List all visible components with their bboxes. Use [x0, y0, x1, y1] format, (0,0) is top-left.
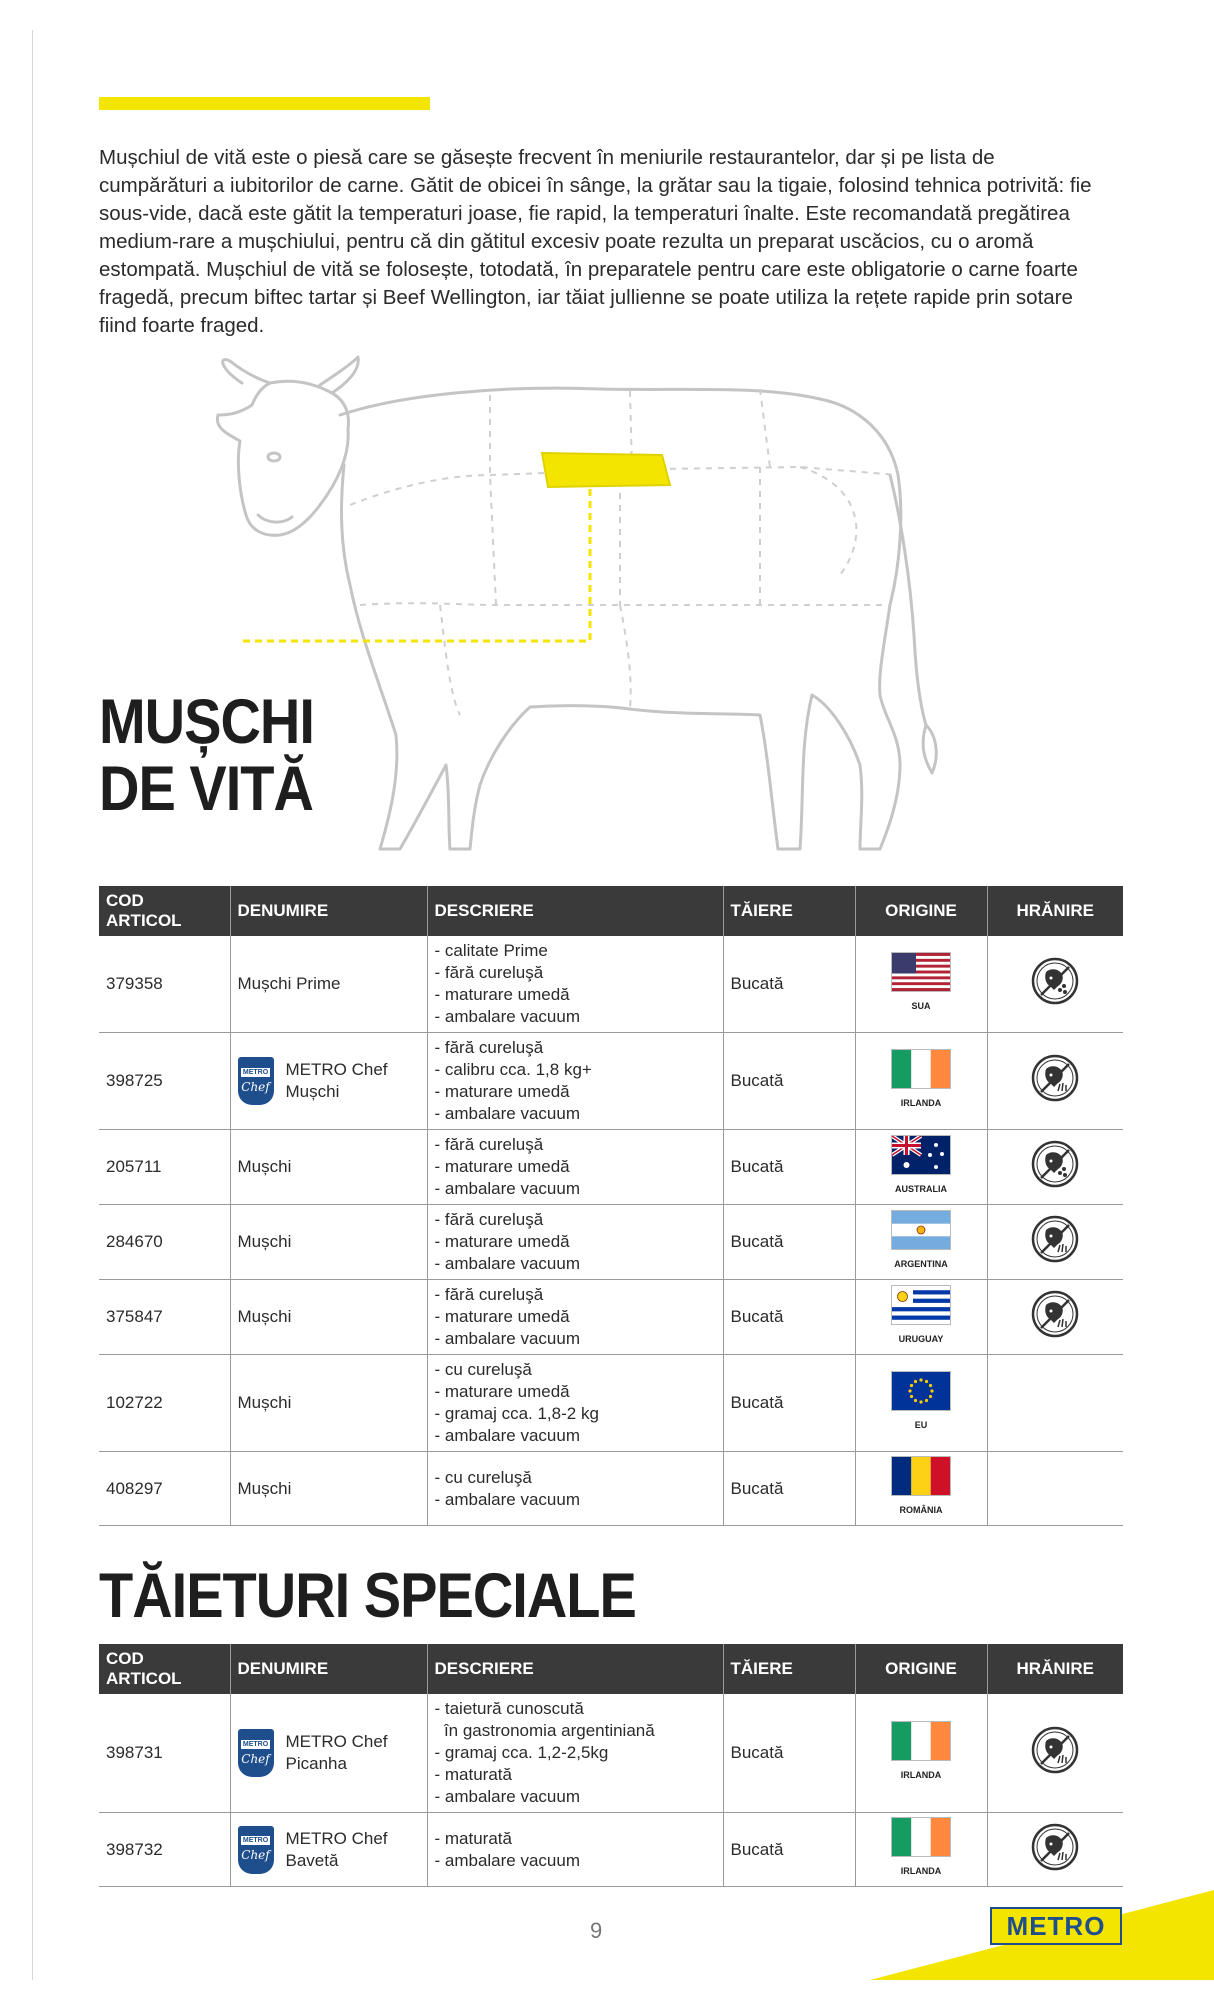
header-description: DESCRIERE	[427, 886, 723, 936]
table-row	[99, 1452, 1123, 1526]
description-line: - fără cureluşă	[434, 1038, 544, 1057]
metro-logo: METRO	[990, 1907, 1122, 1945]
description-cell	[427, 1280, 723, 1355]
description-line: - maturare umedă	[434, 1157, 570, 1176]
article-code: 379358	[99, 936, 230, 1033]
argentina-flag-icon	[891, 1210, 951, 1250]
description-cell	[427, 936, 723, 1033]
description-line: în gastronomia argentiniană	[434, 1721, 655, 1740]
title-line-1: MUȘCHI	[99, 685, 314, 757]
header-description: DESCRIERE	[427, 1644, 723, 1694]
header-feeding: HRĂNIRE	[987, 886, 1123, 936]
product-name-cell	[230, 1205, 427, 1280]
description-cell	[427, 1355, 723, 1452]
cut-type: Bucată	[723, 1130, 855, 1205]
accent-bar	[99, 97, 430, 110]
product-name-line: METRO Chef	[285, 1060, 388, 1079]
table-row	[99, 1694, 1123, 1813]
product-name-cell	[230, 1355, 427, 1452]
origin-label: ARGENTINA	[894, 1258, 948, 1269]
origin-cell	[855, 1280, 987, 1355]
origin-label: IRLANDA	[900, 1866, 942, 1876]
grass-fed-icon	[1030, 1053, 1080, 1109]
origin-cell	[855, 936, 987, 1033]
origin-flag	[891, 1371, 951, 1436]
article-code: 102722	[99, 1355, 230, 1452]
page-number: 9	[590, 1918, 603, 1943]
origin-label: AUSTRALIA	[895, 1183, 947, 1194]
romania-flag-icon	[891, 1456, 951, 1496]
description-line: - ambalare vacuum	[434, 1007, 581, 1026]
header-name: DENUMIRE	[230, 886, 427, 936]
cut-type: Bucată	[723, 1452, 855, 1526]
feeding-cell	[987, 1033, 1123, 1130]
cut-type: Bucată	[723, 1355, 855, 1452]
description-line: - ambalare vacuum	[434, 1850, 581, 1870]
feeding-cell	[987, 1694, 1123, 1813]
description-line: - maturare umedă	[434, 1307, 570, 1326]
description-line: - ambalare vacuum	[434, 1104, 581, 1123]
ireland-flag-icon	[891, 1049, 951, 1089]
grass-fed-icon	[1030, 1214, 1080, 1270]
ireland-flag-icon	[891, 1721, 951, 1761]
feeding-cell	[987, 1813, 1123, 1887]
product-name-line: Bavetă	[285, 1850, 339, 1870]
grass-fed-icon	[1030, 1289, 1080, 1345]
beef-cuts-diagram	[200, 355, 1020, 855]
feeding-cell	[987, 1355, 1123, 1452]
eu-flag-icon	[891, 1371, 951, 1411]
cut-type: Bucată	[723, 1813, 855, 1887]
origin-flag	[891, 1817, 951, 1882]
intro-paragraph: Mușchiul de vită este o piesă care se găsește frecvent în meniurile restaurantelor, dar și pe lista de cumpărături a iubitorilor de carne. Gătit de obicei în sânge, la grătar sau la tigaie, folosind tehnica potrivită: fie sous-vide, dacă este gătit la temperaturi joase, fie rapid, la temperaturi înalte. Este recomandată pregătirea medium-rare a mușchiului, pentru că din gătitul excesiv poate rezulta un preparat uscăcios, cu o aromă estompată. Mușchiul de vită se folosește, totodată, în preparatele pentru care este obligatorie o carne foarte fragedă, precum biftec tartar și Beef Wellington, iar tăiat jullienne se poate utiliza la rețete rapide prin sotare fiind foarte fraged.	[99, 146, 1092, 337]
product-name: Mușchi	[237, 1232, 292, 1251]
description-line: - gramaj cca. 1,8-2 kg	[434, 1404, 599, 1423]
chef-logo-bottom: Chef	[241, 1848, 270, 1862]
cut-type: Bucată	[723, 1280, 855, 1355]
description-line: - maturare umedă	[434, 1382, 570, 1401]
article-code: 398731	[99, 1694, 230, 1813]
origin-flag	[891, 1210, 951, 1275]
grass-fed-icon	[1030, 1725, 1080, 1781]
feeding-cell	[987, 1452, 1123, 1526]
chef-logo-top: METRO	[242, 1068, 269, 1076]
table-row	[99, 1033, 1123, 1130]
description-cell	[427, 1813, 723, 1887]
description-line: - maturare umedă	[434, 1082, 570, 1101]
table-row	[99, 1280, 1123, 1355]
header-origin: ORIGINE	[855, 886, 987, 936]
feeding-cell	[987, 936, 1123, 1033]
section-title-special-cuts: TĂIETURI SPECIALE	[99, 1559, 636, 1631]
header-feeding: HRĂNIRE	[987, 1644, 1123, 1694]
article-code: 205711	[99, 1130, 230, 1205]
feeding-cell	[987, 1205, 1123, 1280]
description-cell	[427, 1130, 723, 1205]
description-line: - fără cureluşă	[434, 1135, 544, 1154]
description-cell	[427, 1694, 723, 1813]
description-line: - ambalare vacuum	[434, 1489, 581, 1509]
origin-label: URUGUAY	[898, 1333, 944, 1344]
description-cell	[427, 1205, 723, 1280]
table-row	[99, 936, 1123, 1033]
origin-label: IRLANDA	[900, 1769, 942, 1780]
origin-label: EU	[914, 1419, 928, 1430]
usa-flag-icon	[891, 952, 951, 992]
description-line: - cu cureluşă	[434, 1467, 532, 1487]
header-origin: ORIGINE	[855, 1644, 987, 1694]
product-name-line: METRO Chef	[285, 1828, 388, 1848]
product-name-cell	[230, 1033, 427, 1130]
product-name: Mușchi	[237, 1157, 292, 1176]
origin-flag	[891, 952, 951, 1017]
brand-name-cell	[238, 1057, 420, 1105]
brand-name-cell	[238, 1729, 420, 1777]
table-row	[99, 1813, 1123, 1887]
tenderloin-table	[99, 886, 1123, 1526]
article-code: 375847	[99, 1280, 230, 1355]
chef-logo-bottom: Chef	[241, 1751, 270, 1766]
product-name-cell	[230, 936, 427, 1033]
table-row	[99, 1130, 1123, 1205]
title-line-2: DE VITĂ	[99, 752, 313, 824]
origin-flag	[891, 1049, 951, 1114]
description-line: - ambalare vacuum	[434, 1254, 581, 1273]
description-line: - maturare umedă	[434, 1232, 570, 1251]
header-name: DENUMIRE	[230, 1644, 427, 1694]
chef-logo-bottom: Chef	[241, 1079, 270, 1094]
origin-cell	[855, 1205, 987, 1280]
description-line: - ambalare vacuum	[434, 1787, 581, 1806]
origin-flag	[891, 1721, 951, 1786]
metro-chef-logo	[238, 1057, 274, 1105]
grain-fed-icon	[1030, 1139, 1080, 1195]
product-name-cell	[230, 1452, 427, 1526]
origin-label: SUA	[911, 1000, 931, 1011]
brand-name-cell	[238, 1826, 420, 1874]
metro-chef-logo	[238, 1826, 274, 1874]
product-name-line: Mușchi	[285, 1082, 340, 1101]
description-line: - ambalare vacuum	[434, 1329, 581, 1348]
cut-type: Bucată	[723, 936, 855, 1033]
origin-flag	[891, 1456, 951, 1521]
product-name-cell	[230, 1813, 427, 1887]
left-margin-rule	[32, 30, 33, 1980]
description-line: - calibru cca. 1,8 kg+	[434, 1060, 592, 1079]
ireland-flag-icon	[891, 1817, 951, 1857]
description-cell	[427, 1033, 723, 1130]
metro-chef-logo	[238, 1729, 274, 1777]
article-code: 408297	[99, 1452, 230, 1526]
origin-flag	[891, 1285, 951, 1350]
description-line: - fără cureluşă	[434, 963, 544, 982]
description-line: - maturată	[434, 1828, 512, 1848]
product-name: Mușchi	[237, 1478, 292, 1498]
origin-cell	[855, 1813, 987, 1887]
product-name: Mușchi	[237, 1307, 292, 1326]
cut-type: Bucată	[723, 1205, 855, 1280]
origin-cell	[855, 1452, 987, 1526]
article-code: 398732	[99, 1813, 230, 1887]
section-title-muschi	[99, 685, 314, 824]
grain-fed-icon	[1030, 956, 1080, 1012]
feeding-cell	[987, 1280, 1123, 1355]
description-cell	[427, 1452, 723, 1526]
description-line: - ambalare vacuum	[434, 1426, 581, 1445]
origin-cell	[855, 1694, 987, 1813]
description-line: - fără cureluşă	[434, 1210, 544, 1229]
origin-cell	[855, 1355, 987, 1452]
description-line: - maturare umedă	[434, 985, 570, 1004]
table-row	[99, 1205, 1123, 1280]
article-code: 284670	[99, 1205, 230, 1280]
grass-fed-icon	[1030, 1822, 1080, 1878]
origin-cell	[855, 1130, 987, 1205]
product-name: Mușchi	[237, 1393, 292, 1412]
product-name-line: Picanha	[285, 1754, 347, 1773]
uruguay-flag-icon	[891, 1285, 951, 1325]
product-name-cell	[230, 1694, 427, 1813]
header-code: COD ARTICOL	[99, 1644, 230, 1694]
product-name-cell	[230, 1280, 427, 1355]
description-line: - maturată	[434, 1765, 512, 1784]
table-row	[99, 1355, 1123, 1452]
description-line: - gramaj cca. 1,2-2,5kg	[434, 1743, 609, 1762]
description-line: - ambalare vacuum	[434, 1179, 581, 1198]
special-cuts-table	[99, 1644, 1123, 1887]
header-cut: TĂIERE	[723, 886, 855, 936]
description-line: - fără cureluşă	[434, 1285, 544, 1304]
cut-type: Bucată	[723, 1694, 855, 1813]
origin-cell	[855, 1033, 987, 1130]
feeding-cell	[987, 1130, 1123, 1205]
product-name: Mușchi Prime	[237, 974, 341, 993]
product-name-line: METRO Chef	[285, 1732, 388, 1751]
header-code: COD ARTICOL	[99, 886, 230, 936]
table-header-row	[99, 886, 1123, 936]
description-line: - calitate Prime	[434, 941, 548, 960]
chef-logo-top: METRO	[242, 1740, 269, 1748]
australia-flag-icon	[891, 1135, 951, 1175]
description-line: - cu cureluşă	[434, 1360, 532, 1379]
table-header-row	[99, 1644, 1123, 1694]
origin-label: IRLANDA	[900, 1097, 942, 1108]
chef-logo-top: METRO	[242, 1837, 269, 1844]
product-name-cell	[230, 1130, 427, 1205]
origin-label: ROMÂNIA	[899, 1505, 943, 1515]
description-line: - taietură cunoscută	[434, 1699, 584, 1718]
origin-flag	[891, 1135, 951, 1200]
header-cut: TĂIERE	[723, 1644, 855, 1694]
article-code: 398725	[99, 1033, 230, 1130]
cut-type: Bucată	[723, 1033, 855, 1130]
